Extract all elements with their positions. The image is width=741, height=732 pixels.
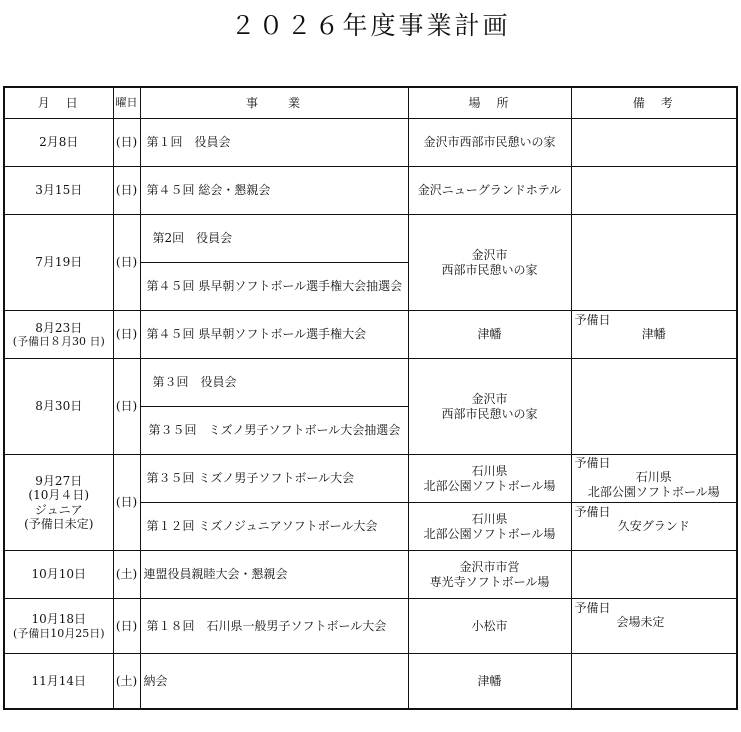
place-cell [408, 503, 571, 551]
date-cell [4, 551, 113, 599]
table-row [4, 119, 737, 167]
event-cell: 第３５回 ミズノ男子ソフトボール大会抽選会 [140, 407, 408, 455]
place-cell [408, 215, 571, 311]
event-cell: 第2回 役員会 [140, 215, 408, 263]
date-text: 3月15日 [35, 183, 83, 198]
note-label: 予備日 [574, 456, 611, 470]
date-text: 7月19日 [35, 255, 83, 270]
date-cell [4, 654, 113, 709]
event-cell: 納会 [140, 654, 408, 709]
event-cell: 連盟役員親睦大会・懇親会 [140, 551, 408, 599]
event-cell: 第４５回 県早朝ソフトボール選手権大会抽選会 [140, 263, 408, 311]
date-cell [4, 359, 113, 455]
note-text: 北部公園ソフトボール場 [587, 484, 720, 499]
date-cell [4, 167, 113, 215]
weekday-cell: (土) [113, 654, 140, 709]
place-line: 金沢市 [471, 248, 508, 263]
note-text: 久安グランド [617, 519, 690, 534]
table-row [4, 167, 737, 215]
note-label: 予備日 [574, 313, 611, 327]
note-cell [571, 311, 737, 359]
place-line: 西部市民憩いの家 [441, 406, 538, 421]
note-cell [571, 455, 737, 503]
date-text: 11月14日 [31, 673, 87, 688]
date-text: 8月30日 [35, 399, 83, 414]
place-line: 石川県 [471, 464, 508, 479]
table-row [4, 455, 737, 503]
date-cell [4, 119, 113, 167]
note-label: 予備日 [574, 505, 611, 519]
weekday-cell: (土) [113, 551, 140, 599]
page-title: ２０２６年度事業計画 [230, 11, 511, 40]
date-subtext: (予備日未定) [24, 516, 94, 531]
header-place: 場 所 [408, 87, 571, 119]
note-text: 津幡 [641, 327, 666, 342]
table-row [4, 215, 737, 263]
event-cell: 第４５回 総会・懇親会 [140, 167, 408, 215]
date-cell [4, 599, 113, 654]
header-event: 事 業 [140, 87, 408, 119]
weekday-cell: (日) [113, 599, 140, 654]
weekday-cell: (日) [113, 119, 140, 167]
weekday-cell: (日) [113, 215, 140, 311]
date-cell [4, 455, 113, 551]
date-text: 10月10日 [31, 567, 87, 582]
place-line: 金沢市 [471, 392, 508, 407]
date-subtext: ジュニア [34, 502, 83, 517]
note-cell [571, 503, 737, 551]
event-cell: 第１８回 石川県一般男子ソフトボール大会 [140, 599, 408, 654]
place-cell: 金沢市西部市民憩いの家 [408, 119, 571, 167]
place-line: 石川県 [471, 512, 508, 527]
schedule-table [3, 86, 738, 710]
table-row [4, 599, 737, 654]
place-line: 北部公園ソフトボール場 [423, 478, 556, 493]
weekday-cell: (日) [113, 359, 140, 455]
date-text: 2月8日 [39, 135, 79, 150]
note-text: 会場未定 [616, 615, 665, 630]
header-row [4, 87, 737, 119]
event-cell: 第３５回 ミズノ男子ソフトボール大会 [140, 455, 408, 503]
table-row [4, 654, 737, 709]
place-cell [408, 551, 571, 599]
date-text: 8月23日 [35, 320, 83, 335]
date-subtext: (予備日10月25日) [12, 626, 105, 640]
table-row [4, 551, 737, 599]
date-subtext: (予備日８月30 日) [12, 335, 105, 349]
note-cell [571, 551, 737, 599]
date-cell [4, 215, 113, 311]
event-cell: 第１回 役員会 [140, 119, 408, 167]
place-cell [408, 359, 571, 455]
weekday-cell: (日) [113, 455, 140, 551]
date-text: 9月27日 [35, 473, 83, 488]
note-text: 石川県 [635, 470, 672, 485]
note-cell [571, 599, 737, 654]
place-cell: 津幡 [408, 311, 571, 359]
note-cell [571, 359, 737, 455]
place-line: 専光寺ソフトボール場 [429, 574, 550, 589]
place-cell: 津幡 [408, 654, 571, 709]
note-cell [571, 119, 737, 167]
event-cell: 第３回 役員会 [140, 359, 408, 407]
event-cell: 第４５回 県早朝ソフトボール選手権大会 [140, 311, 408, 359]
place-line: 北部公園ソフトボール場 [423, 526, 556, 541]
event-cell: 第１２回 ミズノジュニアソフトボール大会 [140, 503, 408, 551]
note-cell [571, 215, 737, 311]
note-label: 予備日 [574, 601, 611, 615]
place-cell: 金沢ニューグランドホテル [408, 167, 571, 215]
place-line: 西部市民憩いの家 [441, 262, 538, 277]
date-subtext: (10月４日) [28, 488, 90, 503]
date-text: 10月18日 [31, 612, 87, 627]
note-cell [571, 654, 737, 709]
place-cell [408, 455, 571, 503]
table-row [4, 359, 737, 407]
table-row [4, 311, 737, 359]
place-cell: 小松市 [408, 599, 571, 654]
weekday-cell: (日) [113, 167, 140, 215]
place-line: 金沢市市営 [459, 560, 520, 575]
header-weekday: 曜日 [113, 87, 140, 119]
header-note: 備 考 [571, 87, 737, 119]
weekday-cell: (日) [113, 311, 140, 359]
header-date: 月 日 [4, 87, 113, 119]
note-cell [571, 167, 737, 215]
date-cell [4, 311, 113, 359]
